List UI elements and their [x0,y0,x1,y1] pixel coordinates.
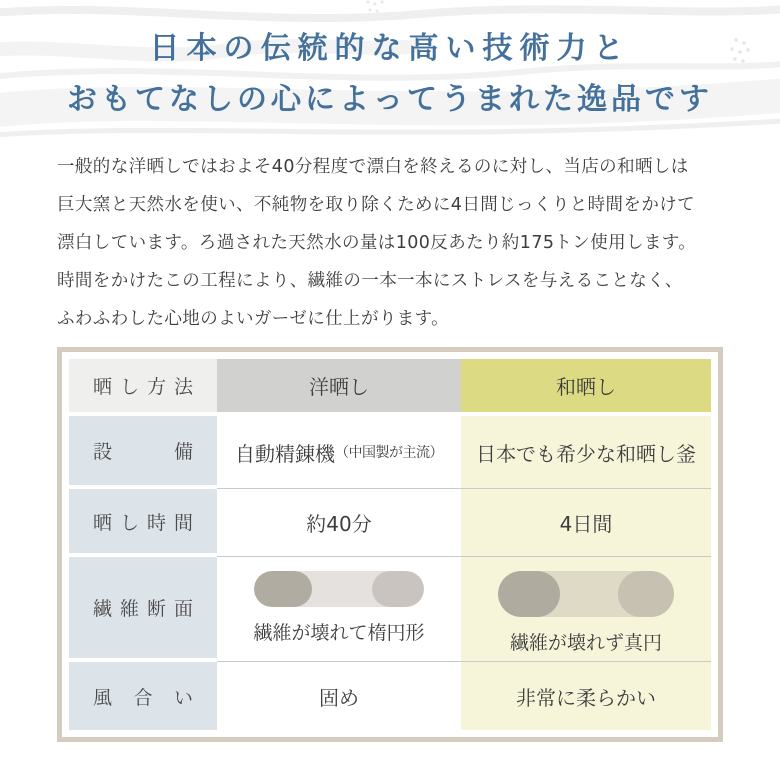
equipment-west-main: 自動精錬機 [235,441,335,466]
row-fiber-japan [461,557,711,662]
page-title [0,0,780,115]
row-time-japan: 4日間 [461,489,711,557]
row-texture-west: 固め [319,685,359,710]
fiber-japan-caption: 繊維が壊れず真円 [509,632,662,654]
comparison-table [57,347,723,742]
fiber-cap-left [254,571,312,607]
intro-line: 一般的な洋晒しではおよそ40分程度で漂白を終えるのに対し、当店の和晒しは [57,157,689,177]
intro-paragraph [57,148,723,338]
row-texture-label [69,662,217,730]
row-equipment-japan: 日本でも希少な和晒し釜 [461,416,711,489]
fiber-cylinder-west [254,571,424,607]
fiber-cap-right [618,571,674,617]
fiber-cap-right [372,571,424,607]
table-header-method [69,359,217,416]
row-time-label-text: 晒し時間 [93,511,193,534]
page-title-line2: おもてなしの心によってうまれた逸品です [67,82,713,117]
row-texture-japan: 非常に柔らかい [461,662,711,730]
table-header-japan: 和晒し [461,359,711,416]
row-fiber-west [217,557,461,662]
row-equipment-west [217,416,461,489]
table-header-west: 洋晒し [217,359,461,416]
row-fiber-label-text: 繊維断面 [93,598,193,620]
row-equipment-label-text: 設備 [93,441,193,463]
equipment-west-note: （中国製が主流） [335,445,443,461]
page-title-line1: 日本の伝統的な高い技術力と [149,31,631,66]
intro-line: 巨大窯と天然水を使い、不純物を取り除くために4日間じっくりと時間をかけて [57,195,696,215]
table-header-method-label: 晒し方法 [93,376,193,398]
fiber-cap-left [498,571,560,617]
row-time-west: 約40分 [217,489,461,557]
row-time-label [69,489,217,557]
row-fiber-label [69,557,217,662]
fiber-cylinder-japan [498,571,674,617]
row-texture-label-text: 風合い [93,686,193,709]
hero-section [0,0,780,148]
intro-line: ふわふわした心地のよいガーゼに仕上がります。 [57,309,450,329]
intro-line: 漂白しています。ろ過された天然水の量は100反あたり約175トン使用します。 [57,233,697,253]
fiber-west-caption: 繊維が壊れて楕円形 [253,622,425,644]
row-equipment-label [69,416,217,489]
intro-line: 時間をかけたこの工程により、繊維の一本一本にストレスを与えることなく、 [57,271,683,291]
